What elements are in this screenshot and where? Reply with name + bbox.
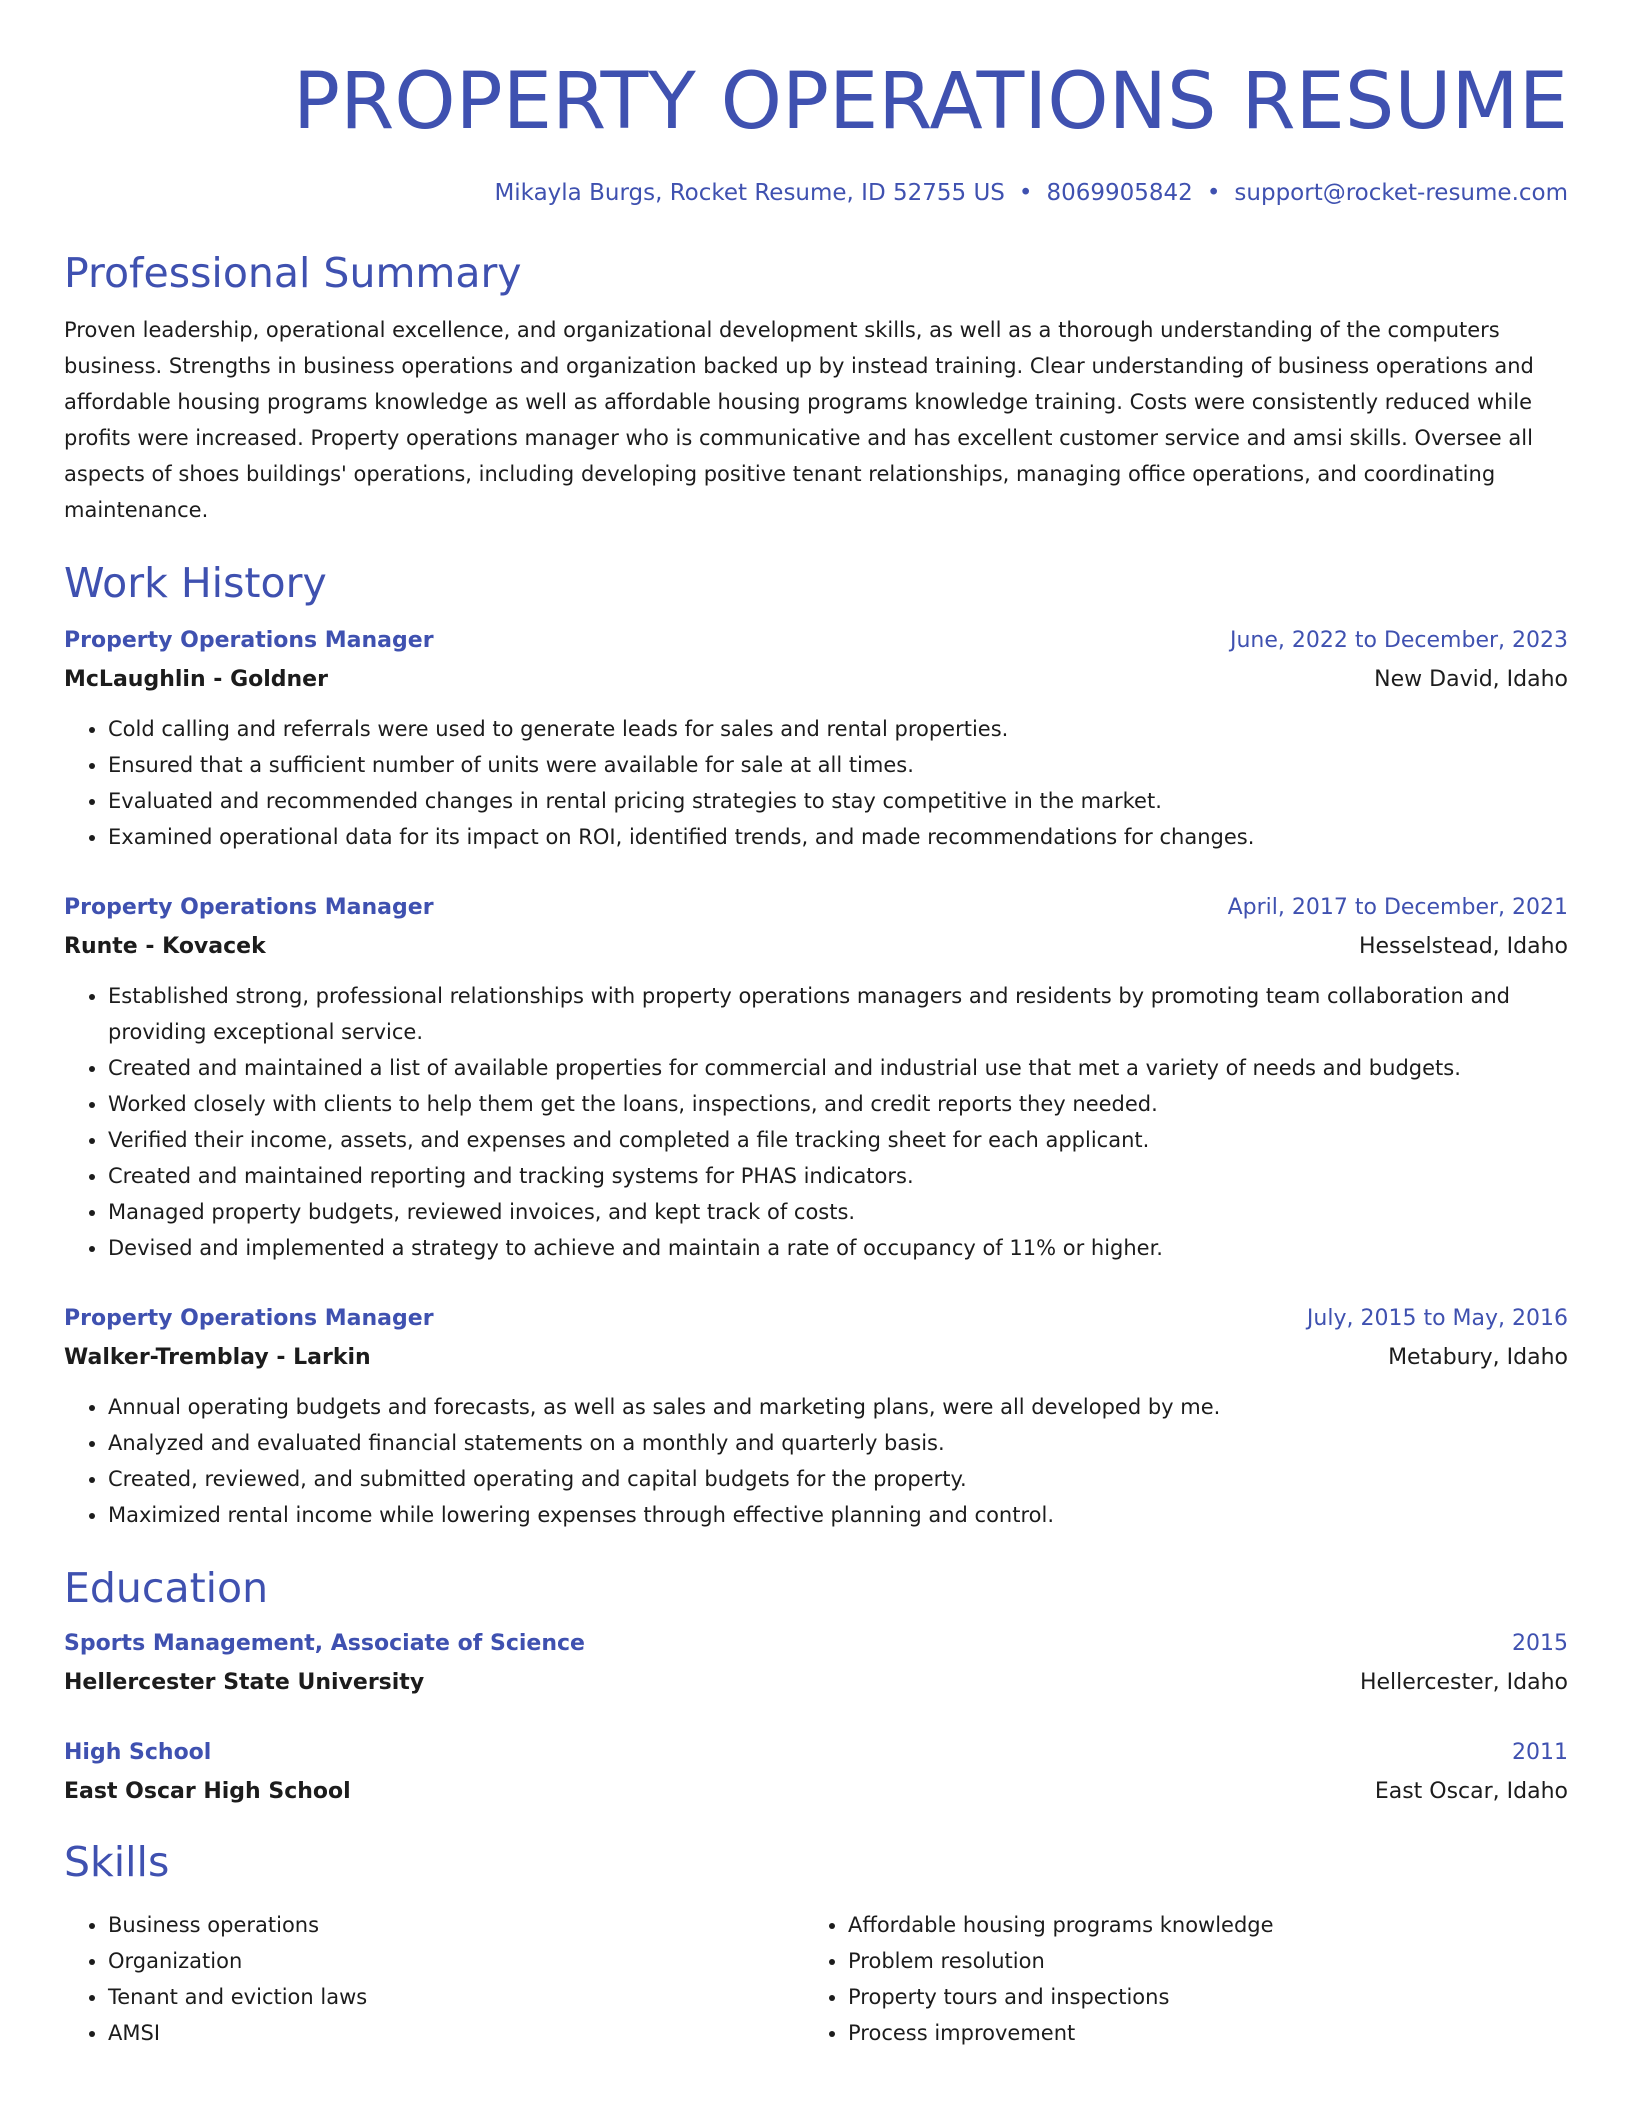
list-item: • Managed property budgets, reviewed invoices, and kept track of costs. <box>108 1194 1568 1230</box>
job-header <box>64 893 1568 923</box>
list-item: • Analyzed and evaluated financial statements on a monthly and quarterly basis. <box>108 1425 1568 1461</box>
list-item: • Affordable housing programs knowledge <box>848 1907 1544 1943</box>
education-header <box>64 1629 1568 1659</box>
job-location: New David, Idaho <box>1374 667 1568 692</box>
education-degree: Sports Management, Associate of Science <box>64 1631 585 1656</box>
list-item: • Worked closely with clients to help them get the loans, inspections, and credit reports they needed. <box>108 1086 1568 1122</box>
job-bullets <box>64 711 1568 855</box>
job-company: Runte - Kovacek <box>64 934 266 959</box>
list-item: • Cold calling and referrals were used to generate leads for sales and rental properties. <box>108 711 1568 747</box>
list-item: • Tenant and eviction laws <box>108 1979 804 2015</box>
contact-phone: 8069905842 <box>1046 180 1193 206</box>
list-item: • Problem resolution <box>848 1943 1544 1979</box>
job-org-row <box>64 1343 1568 1373</box>
education-degree: High School <box>64 1740 212 1765</box>
list-item: • Annual operating budgets and forecasts, as well as sales and marketing plans, were all developed by me. <box>108 1389 1568 1425</box>
resume-title: PROPERTY OPERATIONS RESUME <box>293 57 1568 147</box>
job-title: Property Operations Manager <box>64 895 434 920</box>
list-item: • Created and maintained reporting and tracking systems for PHAS indicators. <box>108 1158 1568 1194</box>
list-item: • Evaluated and recommended changes in rental pricing strategies to stay competitive in the market. <box>108 783 1568 819</box>
job-company: Walker-Tremblay - Larkin <box>64 1345 371 1370</box>
education-school-row <box>64 1668 1568 1698</box>
list-item: • Process improvement <box>848 2015 1544 2051</box>
job-entry <box>64 893 1568 1266</box>
job-header <box>64 1304 1568 1334</box>
skills-columns <box>64 1897 1568 2051</box>
job-org-row <box>64 932 1568 962</box>
list-item: • AMSI <box>108 2015 804 2051</box>
job-dates: April, 2017 to December, 2021 <box>1227 895 1568 920</box>
skills-right-list <box>804 1907 1544 2051</box>
list-item: • Organization <box>108 1943 804 1979</box>
education-school: East Oscar High School <box>64 1779 351 1804</box>
education-location: East Oscar, Idaho <box>1374 1779 1568 1804</box>
education-entry <box>64 1738 1568 1807</box>
job-company: McLaughlin - Goldner <box>64 667 328 692</box>
list-item: • Devised and implemented a strategy to achieve and maintain a rate of occupancy of 11% or higher. <box>108 1230 1568 1266</box>
education-location: Hellercester, Idaho <box>1359 1670 1568 1695</box>
job-title: Property Operations Manager <box>64 628 434 653</box>
job-header <box>64 626 1568 656</box>
list-item: • Verified their income, assets, and expenses and completed a file tracking sheet for each applicant. <box>108 1122 1568 1158</box>
job-title: Property Operations Manager <box>64 1306 434 1331</box>
education-year: 2011 <box>1512 1740 1568 1765</box>
list-item: • Created, reviewed, and submitted operating and capital budgets for the property. <box>108 1461 1568 1497</box>
skills-heading: Skills <box>64 1838 170 1886</box>
contact-line <box>64 178 1568 208</box>
contact-email: support@rocket-resume.com <box>1234 180 1568 206</box>
summary-heading: Professional Summary <box>64 249 522 297</box>
education-year: 2015 <box>1512 1631 1568 1656</box>
job-bullets <box>64 978 1568 1266</box>
job-dates: July, 2015 to May, 2016 <box>1306 1306 1568 1331</box>
contact-separator: • <box>1206 180 1221 206</box>
job-entry <box>64 626 1568 855</box>
education-school-row <box>64 1777 1568 1807</box>
job-location: Metabury, Idaho <box>1388 1345 1568 1370</box>
contact-address: Mikayla Burgs, Rocket Resume, ID 52755 US <box>494 180 1005 206</box>
skills-left-list <box>64 1907 804 2051</box>
education-heading: Education <box>64 1564 269 1612</box>
list-item: • Ensured that a sufficient number of units were available for sale at all times. <box>108 747 1568 783</box>
list-item: • Property tours and inspections <box>848 1979 1544 2015</box>
job-entry <box>64 1304 1568 1533</box>
job-location: Hesselstead, Idaho <box>1358 934 1568 959</box>
list-item: • Created and maintained a list of available properties for commercial and industrial use that met a variety of needs and budgets. <box>108 1050 1568 1086</box>
list-item: • Business operations <box>108 1907 804 1943</box>
education-header <box>64 1738 1568 1768</box>
contact-separator: • <box>1018 180 1033 206</box>
work-history-heading: Work History <box>64 559 327 607</box>
job-bullets <box>64 1389 1568 1533</box>
job-dates: June, 2022 to December, 2023 <box>1229 628 1568 653</box>
list-item: • Maximized rental income while lowering expenses through effective planning and control. <box>108 1497 1568 1533</box>
list-item: • Examined operational data for its impact on ROI, identified trends, and made recommendations for changes. <box>108 819 1568 855</box>
education-entry <box>64 1629 1568 1698</box>
list-item: • Established strong, professional relationships with property operations managers and residents by promoting team collaboration and providing exceptional service. <box>108 978 1568 1050</box>
education-school: Hellercester State University <box>64 1670 425 1695</box>
summary-text: Proven leadership, operational excellence, and organizational development skills, as well as a thorough understanding of the computers business. Strengths in business operations and organization backed up by instead training. Clear understanding of business operations and affordable housing programs knowledge as well as affordable housing programs knowledge training. Costs were consistently reduced while profits were increased. Property operations manager who is communicative and has excellent customer service and amsi skills. Oversee all aspects of shoes buildings' operations, including developing positive tenant relationships, managing office operations, and coordinating maintenance. <box>64 318 1534 522</box>
job-org-row <box>64 665 1568 695</box>
